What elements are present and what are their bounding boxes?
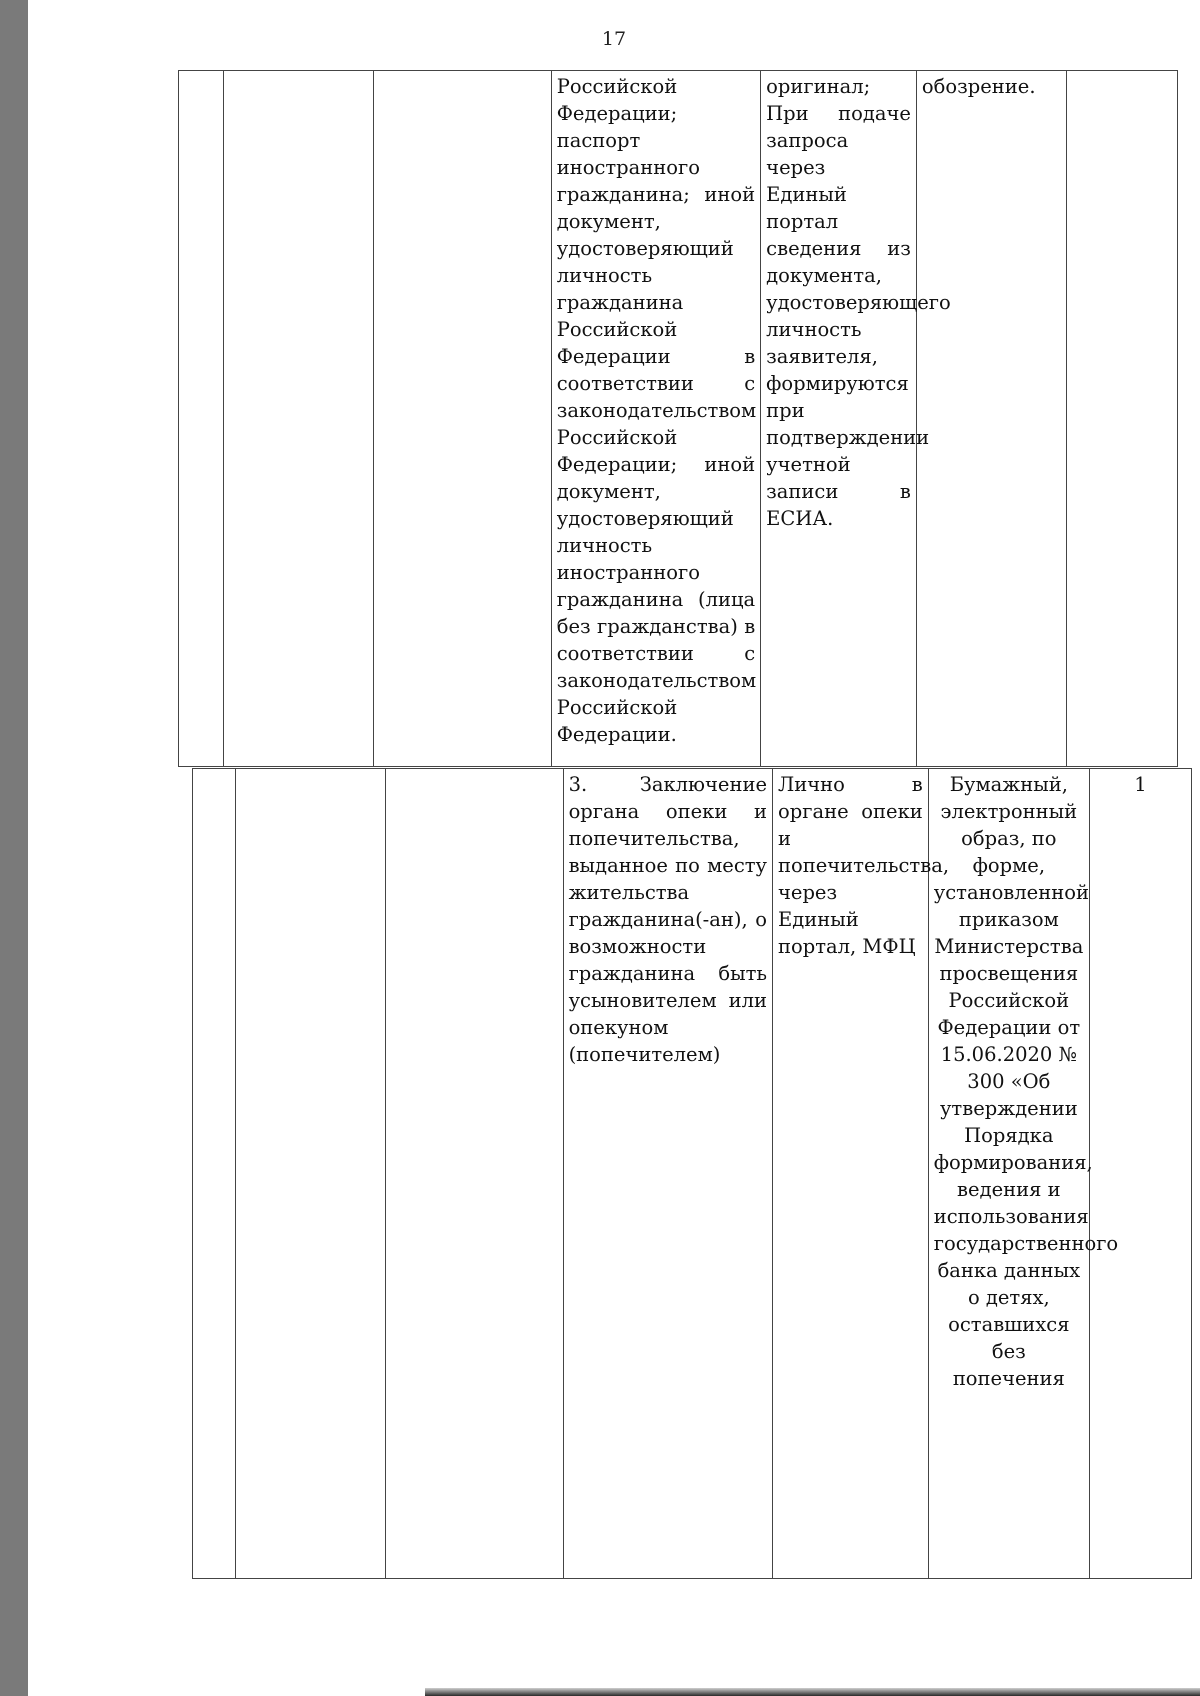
cell-document: 3. Заключение органа опеки и попечительства, выданное по месту жительства гражданина(-ан), о возможности гражданина быть усыновителем или опекуном (попечителем)	[563, 769, 772, 1579]
scan-edge-bottom	[425, 1688, 1200, 1696]
document-page	[28, 0, 1200, 1696]
table-row	[193, 769, 1192, 1579]
cell-count	[1067, 71, 1178, 767]
table-fragment-1	[178, 70, 1178, 767]
cell-form: обозрение.	[916, 71, 1066, 767]
cell-empty	[374, 71, 551, 767]
cell-document: Российской Федерации; паспорт иностранного гражданина; иной документ, удостоверяющий личность гражданина Российской Федерации в соответствии с законодательством Российской Федерации; иной документ, удостоверяющий личность иностранного гражданина (лица без гражданства) в соответствии с законодательством Российской Федерации.	[551, 71, 760, 767]
cell-empty	[386, 769, 563, 1579]
cell-empty	[224, 71, 374, 767]
cell-empty	[179, 71, 224, 767]
page-number: 17	[601, 28, 627, 50]
cell-method: Лично в органе опеки и попечительства, через Единый портал, МФЦ	[773, 769, 929, 1579]
cell-form: Бумажный, электронный образ, по форме, установленной приказом Министерства просвещения Российской Федерации от 15.06.2020 № 300 «Об утверждении Порядка формирования, ведения и использования государственного банка данных о детях, оставшихся без попечения	[928, 769, 1089, 1579]
cell-method: оригинал; При подаче запроса через Единый портал сведения из документа, удостоверяющего личность заявителя, формируются при подтверждении учетной записи в ЕСИА.	[761, 71, 917, 767]
cell-count: 1	[1089, 769, 1191, 1579]
cell-empty	[235, 769, 385, 1579]
table-row	[179, 71, 1178, 767]
cell-empty	[193, 769, 236, 1579]
table-fragment-2	[192, 768, 1192, 1579]
